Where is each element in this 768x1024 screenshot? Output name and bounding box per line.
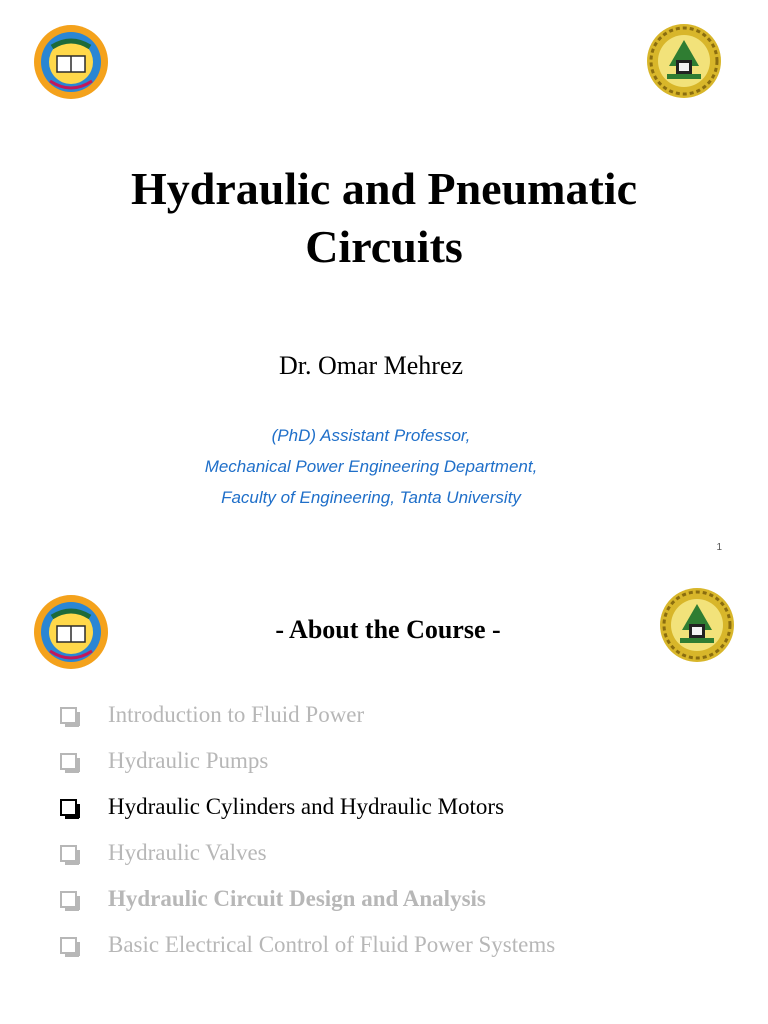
author-affiliation — [0, 420, 742, 513]
list-item — [60, 830, 555, 876]
course-topic-list — [60, 692, 555, 968]
checkbox-bullet-icon — [60, 845, 77, 862]
course-outline-slide — [0, 570, 768, 1024]
affiliation-line-2: Mechanical Power Engineering Department, — [204, 457, 538, 476]
topic-label: Hydraulic Circuit Design and Analysis — [108, 886, 486, 911]
topic-label: Introduction to Fluid Power — [108, 702, 365, 727]
checkbox-bullet-icon — [60, 799, 77, 816]
section-title: - About the Course - — [275, 615, 501, 644]
title-line-2: Circuits — [305, 221, 463, 272]
page-number: 1 — [716, 542, 722, 553]
affiliation-line-3: Faculty of Engineering, Tanta University — [221, 488, 521, 507]
topic-label: Hydraulic Pumps — [108, 748, 269, 773]
list-item — [60, 692, 555, 738]
list-item-active — [60, 784, 555, 830]
title-line-1: Hydraulic and Pneumatic — [130, 163, 638, 214]
list-item — [60, 738, 555, 784]
checkbox-bullet-icon — [60, 891, 77, 908]
list-item — [60, 876, 555, 922]
topic-label: Hydraulic Cylinders and Hydraulic Motors — [108, 794, 505, 819]
checkbox-bullet-icon — [60, 937, 77, 954]
topic-label: Hydraulic Valves — [108, 840, 267, 865]
author-name: Dr. Omar Mehrez — [278, 351, 464, 380]
affiliation-line-1: (PhD) Assistant Professor, — [271, 426, 471, 445]
list-item — [60, 922, 555, 968]
checkbox-bullet-icon — [60, 707, 77, 724]
faculty-of-engineering-logo — [645, 22, 723, 100]
topic-label: Basic Electrical Control of Fluid Power Systems — [108, 932, 556, 957]
presentation-title — [0, 160, 768, 276]
tanta-university-logo — [32, 23, 110, 101]
checkbox-bullet-icon — [60, 753, 77, 770]
